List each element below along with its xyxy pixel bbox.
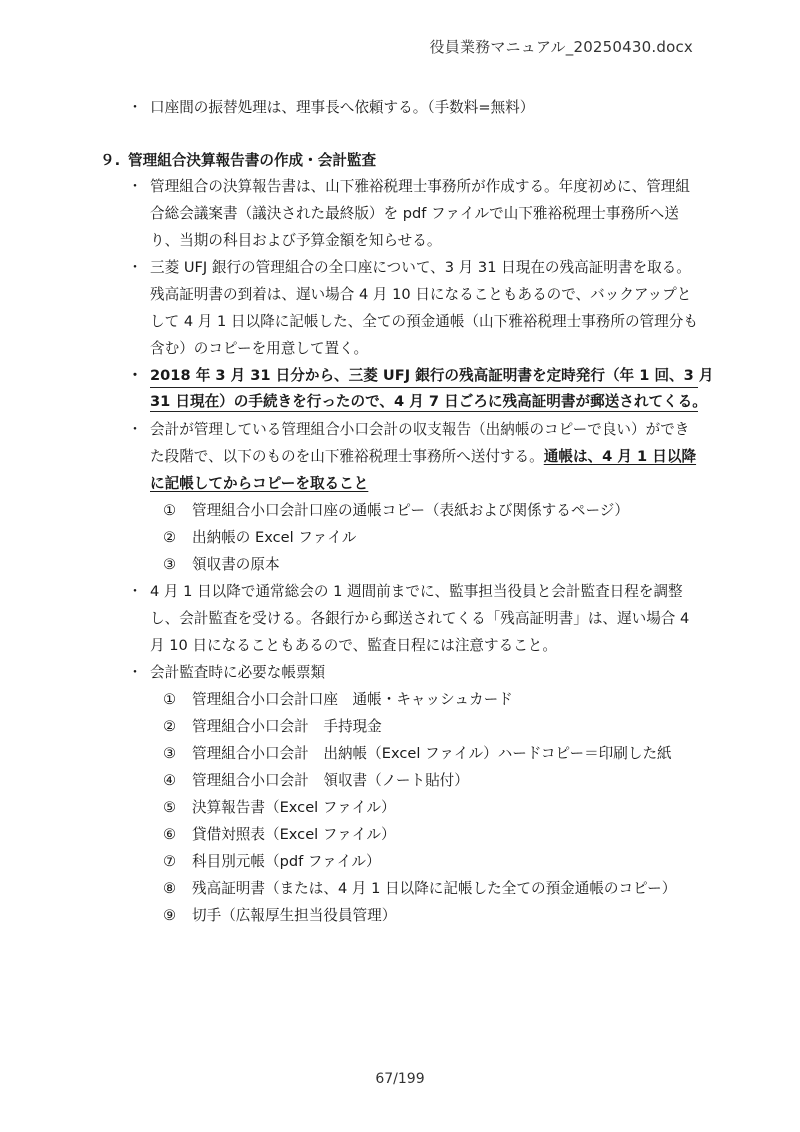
- item-number: ①: [163, 691, 177, 708]
- paragraph-line: 合総会議案書（議決された最終版）を pdf ファイルで山下雅裕税理士事務所へ送: [150, 205, 679, 222]
- emphasis-text: に記帳してからコピーを取ること: [150, 475, 369, 492]
- item-number: ②: [163, 529, 177, 546]
- paragraph-line: 口座間の振替処理は、理事長へ依頼する。（手数料=無料）: [150, 99, 535, 116]
- list-item: 切手（広報厚生担当役員管理）: [192, 907, 397, 924]
- bullet-marker: ・: [128, 100, 142, 116]
- page-number: 67/199: [375, 1071, 425, 1087]
- paragraph-line: り、当期の科目および予算金額を知らせる。: [150, 232, 442, 249]
- emphasis-text: 通帳は、4 月 1 日以降: [543, 448, 697, 465]
- list-item: 管理組合小口会計 出納帳（Excel ファイル）ハードコピー＝印刷した紙: [192, 745, 672, 762]
- document-filename: 役員業務マニュアル_20250430.docx: [429, 38, 693, 56]
- section-title: 管理組合決算報告書の作成・会計監査: [128, 152, 377, 169]
- list-item: 貸借対照表（Excel ファイル）: [192, 826, 396, 843]
- list-item: 管理組合小口会計 領収書（ノート貼付）: [192, 772, 469, 789]
- paragraph-line: 会計が管理している管理組合小口会計の収支報告（出納帳のコピーで良い）ができ: [150, 421, 690, 438]
- list-item: 決算報告書（Excel ファイル）: [192, 799, 396, 816]
- list-item: 管理組合小口会計口座 通帳・キャッシュカード: [192, 691, 513, 708]
- bullet-marker: ・: [128, 179, 142, 195]
- list-item: 残高証明書（または、4 月 1 日以降に記帳した全ての預金通帳のコピー）: [192, 880, 677, 897]
- item-number: ⑨: [163, 907, 177, 924]
- bullet-marker: ・: [128, 422, 142, 438]
- list-item: 管理組合小口会計 手持現金: [192, 718, 382, 735]
- item-number: ⑦: [163, 853, 177, 870]
- bullet-marker: ・: [128, 584, 142, 600]
- list-item: 領収書の原本: [192, 556, 280, 573]
- paragraph-line: 会計監査時に必要な帳票類: [150, 664, 326, 681]
- item-number: ④: [163, 772, 177, 789]
- bullet-marker: ・: [128, 260, 142, 276]
- paragraph-line: し、会計監査を受ける。各銀行から郵送されてくる「残高証明書」は、遅い場合 4: [150, 610, 690, 627]
- bullet-marker: ・: [128, 665, 142, 681]
- list-item: 管理組合小口会計口座の通帳コピー（表紙および関係するページ）: [192, 502, 629, 519]
- paragraph-line: 4 月 1 日以降で通常総会の 1 週間前までに、監事担当役員と会計監査日程を調整: [150, 583, 683, 600]
- paragraph-line: 残高証明書の到着は、遅い場合 4 月 10 日になることもあるので、バックアップと: [150, 286, 692, 303]
- highlighted-line: 2018 年 3 月 31 日分から、三菱 UFJ 銀行の残高証明書を定時発行（年 1 回、3 月: [150, 367, 714, 384]
- item-number: ③: [163, 745, 177, 762]
- paragraph-line: 含む）のコピーを用意して置く。: [150, 340, 369, 357]
- section-number: ９.: [100, 152, 121, 169]
- item-number: ⑥: [163, 826, 177, 843]
- item-number: ⑤: [163, 799, 177, 816]
- underline-rule: [150, 387, 698, 388]
- paragraph-line: [150, 447, 696, 467]
- bullet-marker: ・: [128, 368, 142, 384]
- list-item: 科目別元帳（pdf ファイル）: [192, 853, 381, 870]
- list-item: 出納帳の Excel ファイル: [192, 529, 357, 546]
- paragraph-text: た段階で、以下のものを山下雅裕税理士事務所へ送付する。: [150, 448, 544, 465]
- paragraph-line: 管理組合の決算報告書は、山下雅裕税理士事務所が作成する。年度初めに、管理組: [150, 178, 690, 195]
- underline-rule: [150, 411, 698, 412]
- paragraph-line: して 4 月 1 日以降に記帳した、全ての預金通帳（山下雅裕税理士事務所の管理分も: [150, 313, 698, 330]
- paragraph-line: 三菱 UFJ 銀行の管理組合の全口座について、3 月 31 日現在の残高証明書を取る。: [150, 259, 691, 276]
- item-number: ③: [163, 556, 177, 573]
- paragraph-line: 月 10 日になることもあるので、監査日程には注意すること。: [150, 637, 557, 654]
- item-number: ⑧: [163, 880, 177, 897]
- item-number: ①: [163, 502, 177, 519]
- highlighted-line: 31 日現在）の手続きを行ったので、4 月 7 日ごろに残高証明書が郵送されてくる。: [150, 393, 707, 410]
- item-number: ②: [163, 718, 177, 735]
